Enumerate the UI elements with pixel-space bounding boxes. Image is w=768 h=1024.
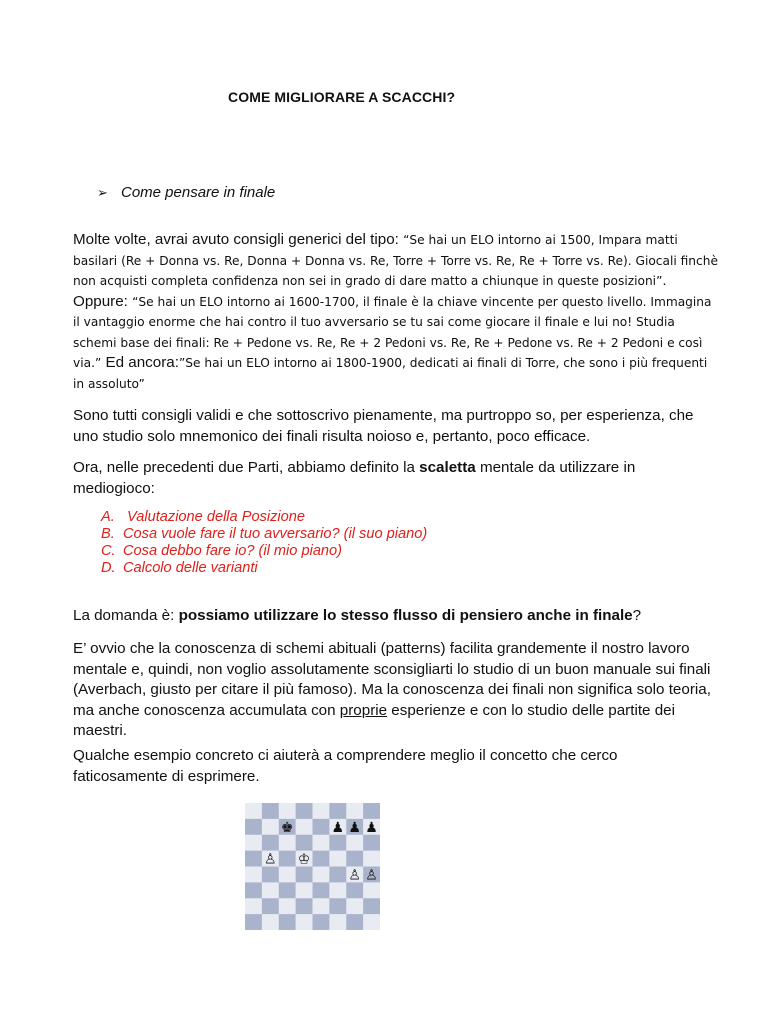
section-heading: Come pensare in finale [121,184,276,201]
board-square [313,851,330,867]
list-text: Cosa vuole fare il tuo avversario? (il suo piano) [123,526,428,542]
white-piece-icon: ♙ [264,851,277,868]
board-square [313,867,330,883]
p3-text-1: Ora, nelle precedenti due Parti, abbiamo definito la [73,459,420,476]
black-piece-icon: ♚ [280,819,294,836]
board-square [245,835,262,851]
board-square [279,835,296,851]
thinking-steps-list [101,509,427,577]
board-square [296,882,313,898]
board-square [296,898,313,914]
board-square [279,867,296,883]
paragraph-scaletta [73,458,713,499]
p1-text-3: Ed ancora: [101,354,179,371]
board-square [313,803,330,819]
board-square [245,867,262,883]
board-square [346,882,363,898]
board-square [245,898,262,914]
p1-quote-1: “Se hai un ELO intorno ai 1500, Impara matti basilari (Re + Donna vs. Re, Donna + Donna vs. Re, Torre + Torre vs. Re, Re + Torre vs. Re). Giocali finchè non acquisti completa confidenza non sei in grado di dare matto a chiunque in queste posizioni” [73,233,718,288]
white-piece-icon: ♙ [365,867,378,884]
board-square [262,819,279,835]
black-piece-icon: ♟ [331,819,345,836]
board-square [262,882,279,898]
black-piece-icon: ♟ [348,819,361,836]
board-square [363,914,380,930]
p1-text-1: Molte volte, avrai avuto consigli generici del tipo: [73,231,404,248]
board-square [245,882,262,898]
p5-text-2: esperienze e con lo studio delle partite dei maestri. [73,701,675,739]
white-piece-icon: ♔ [297,851,311,868]
p3-bold: scaletta [419,459,476,476]
board-square [329,867,346,883]
list-text: Valutazione della Posizione [123,509,306,525]
list-text: Cosa debbo fare io? (il mio piano) [123,543,343,559]
board-square [279,803,296,819]
board-square [262,914,279,930]
white-piece-icon: ♙ [348,867,361,884]
list-letter: C. [101,543,116,559]
board-square [363,835,380,851]
board-square [279,851,296,867]
board-square [245,819,262,835]
board-square [279,898,296,914]
list-letter: B. [101,526,115,542]
black-piece-icon: ♟ [365,819,378,836]
paragraph-advice [73,230,718,394]
p1-text-2: . Oppure: [73,272,667,310]
p4-bold: possiamo utilizzare lo stesso flusso di pensiero anche in finale [178,607,633,624]
board-square [245,914,262,930]
board-square [296,835,313,851]
board-square [296,914,313,930]
document-title: COME MIGLIORARE A SCACCHI? [228,89,456,105]
board-square [313,882,330,898]
p5-underlined: proprie [339,701,388,719]
board-square [363,882,380,898]
board-square [245,803,262,819]
board-square [346,898,363,914]
paragraph-example: Qualche esempio concreto ci aiuterà a comprendere meglio il concetto che cerco faticosamente di esprimere. [73,747,618,785]
list-text: Calcolo delle varianti [123,560,258,576]
board-square [313,914,330,930]
section-bullet [97,184,275,201]
list-item [101,526,427,543]
board-square [363,898,380,914]
list-letter: A. [101,509,115,525]
board-square [262,803,279,819]
board-square [262,867,279,883]
board-square [279,882,296,898]
board-square [363,851,380,867]
p5-text-1: E’ ovvio che la conoscenza di schemi abituali (patterns) facilita grandemente il nostro lavoro mentale e, quindi, non voglio assolutamente sconsigliarti lo studio di un buon manuale sui finali (Averbach, giusto per citare il più famoso). Ma la conoscenza dei finali non significa solo teoria, ma anche conoscenza accumulata con [73,640,711,719]
p1-quote-2: “Se hai un ELO intorno ai 1600-1700, il finale è la chiave vincente per questo livello. Immagina il vantaggio enorme che hai contro il tuo avversario se tu sai come giocare il finale e lui no! Studia schemi base dei finali: Re + Pedone vs. Re, Re + 2 Pedoni vs. Re, Re + Pedone vs. Re + 2 Pedoni e così via.” [73,294,712,370]
paragraph-patterns [73,639,713,742]
chess-board-diagram [245,803,380,930]
board-square [296,819,313,835]
p1-quote-3: ”Se hai un ELO intorno ai 1800-1900, dedicati ai finali di Torre, che sono i più frequenti in assoluto” [73,356,708,391]
p4-text-2: ? [632,607,642,624]
board-square [296,867,313,883]
board-square [329,898,346,914]
list-item [101,543,427,560]
board-square [329,882,346,898]
list-item [101,560,427,577]
board-square [329,835,346,851]
chess-board-svg [245,803,380,930]
board-square [262,898,279,914]
p3-text-2: mentale da utilizzare in mediogioco: [73,459,636,497]
board-square [245,851,262,867]
board-square [346,914,363,930]
board-square [329,803,346,819]
board-square [346,835,363,851]
paragraph-question [73,606,713,627]
board-square [262,835,279,851]
p4-text-1: La domanda è: [73,607,179,624]
board-square [313,819,330,835]
list-item [101,509,427,526]
board-square [329,851,346,867]
board-square [279,914,296,930]
arrow-bullet-icon: ➢ [97,185,108,200]
board-square [363,803,380,819]
list-letter: D. [101,560,116,576]
board-square [313,898,330,914]
board-square [346,803,363,819]
board-square [346,851,363,867]
paragraph-opinion: Sono tutti consigli validi e che sottoscrivo pienamente, ma purtroppo so, per esperienza, che uno studio solo mnemonico dei finali risulta noioso e, pertanto, poco efficace. [73,407,694,445]
board-square [313,835,330,851]
board-square [329,914,346,930]
board-square [296,803,313,819]
